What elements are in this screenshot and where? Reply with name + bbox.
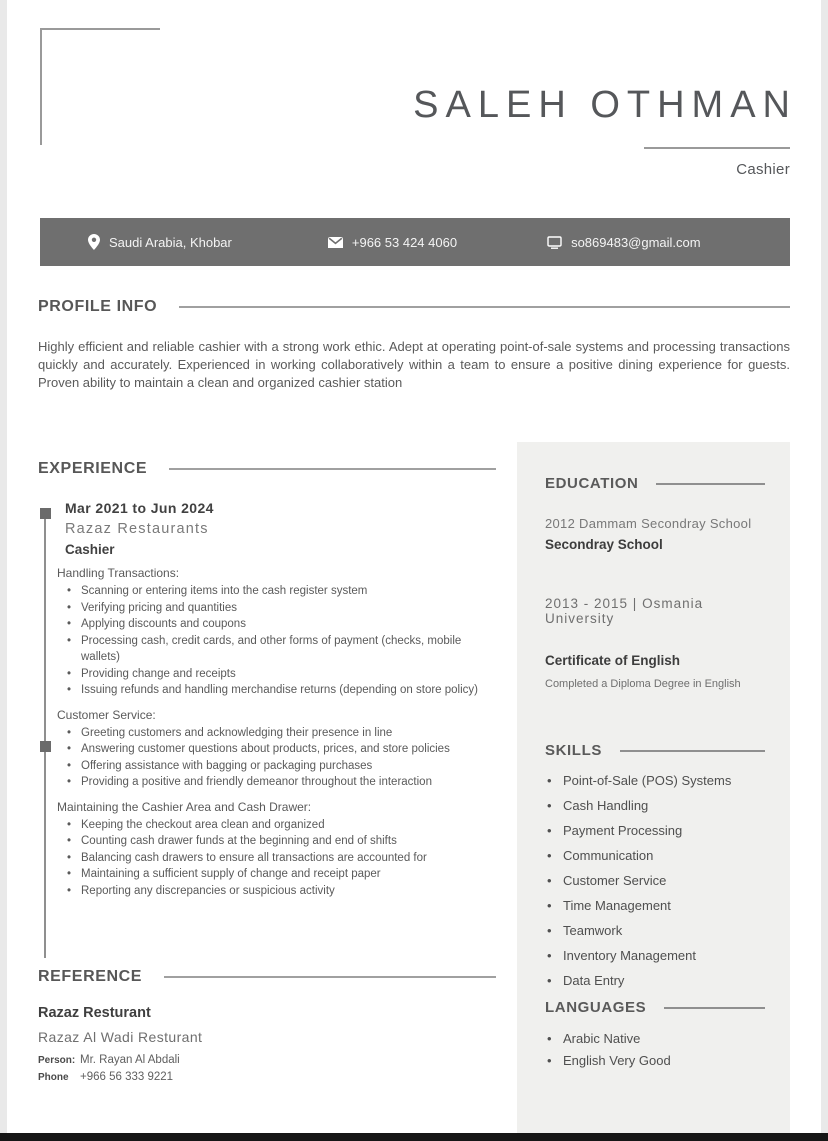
profile-heading-row [38, 298, 790, 316]
header [413, 84, 797, 178]
skill-item: • Cash Handling [545, 799, 765, 813]
education-heading-row [545, 475, 765, 492]
reference-heading-row [38, 968, 496, 986]
education-heading: EDUCATION [545, 475, 639, 492]
side-panel [517, 442, 790, 1133]
education-entry-title: Secondray School [545, 537, 663, 552]
experience-bullet: • Issuing refunds and handling merchandise returns (depending on store policy) [65, 682, 496, 699]
reference-person-label: Person: [38, 1055, 76, 1066]
skills-heading-row [545, 742, 765, 759]
experience-bullet: • Greeting customers and acknowledging their presence in line [65, 725, 496, 742]
education-entry [545, 516, 765, 552]
skill-item: • Teamwork [545, 924, 765, 938]
experience-bullet-list [65, 817, 496, 900]
profile-section [38, 298, 790, 392]
contact-email-text: so869483@gmail.com [571, 234, 701, 250]
page-edge-left [0, 0, 7, 1141]
reference-person-value: Mr. Rayan Al Abdali [80, 1054, 180, 1066]
experience-bullet: • Maintaining a sufficient supply of change and receipt paper [65, 866, 496, 883]
reference-phone-label: Phone [38, 1072, 69, 1083]
skill-item: • Inventory Management [545, 949, 765, 963]
experience-bullet: • Offering assistance with bagging or packaging purchases [65, 758, 496, 775]
reference-company: Razaz Resturant [38, 1005, 151, 1021]
experience-group-label: Handling Transactions: [57, 566, 180, 580]
experience-bullet: • Answering customer questions about products, prices, and store policies [65, 741, 496, 758]
page-edge-right [821, 0, 828, 1141]
reference-phone-value: +966 56 333 9221 [80, 1071, 174, 1083]
skill-item: • Data Entry [545, 974, 765, 988]
candidate-job-title: Cashier [736, 161, 790, 178]
experience-bullet-list [65, 583, 496, 699]
reference-person-row [38, 1054, 496, 1066]
experience-bullet: • Keeping the checkout area clean and organized [65, 817, 496, 834]
experience-role: Cashier [65, 542, 115, 557]
title-divider-line [644, 147, 790, 149]
bottom-bar [0, 1133, 828, 1141]
contact-phone-text: +966 53 424 4060 [351, 234, 458, 250]
languages-heading-rule [664, 1007, 765, 1009]
experience-heading-rule [169, 468, 496, 470]
timeline-line [44, 513, 46, 958]
education-entry-detail: 2012 Dammam Secondray School [545, 516, 752, 531]
education-heading-rule [656, 483, 765, 485]
skill-item: • Point-of-Sale (POS) Systems [545, 774, 765, 788]
experience-heading: EXPERIENCE [38, 460, 148, 477]
location-pin-icon [88, 234, 100, 250]
skill-item: • Customer Service [545, 874, 765, 888]
experience-bullet-list [65, 725, 496, 791]
timeline-marker [40, 741, 51, 752]
envelope-icon [328, 236, 343, 249]
timeline-marker [40, 508, 51, 519]
education-certificate: Certificate of English [545, 653, 681, 668]
experience-group-label: Customer Service: [57, 707, 156, 722]
experience-date-range: Mar 2021 to Jun 2024 [65, 500, 214, 516]
skill-item: • Communication [545, 849, 765, 863]
experience-bullet: • Scanning or entering items into the cash register system [65, 583, 496, 600]
skills-list [545, 774, 765, 988]
monitor-icon [547, 236, 562, 249]
experience-bullet: • Providing a positive and friendly demeanor throughout the interaction [65, 774, 496, 791]
reference-section [38, 968, 496, 1083]
experience-group-label: Maintaining the Cashier Area and Cash Drawer: [57, 799, 312, 814]
experience-bullet: • Applying discounts and coupons [65, 616, 496, 633]
contact-phone [328, 235, 457, 250]
languages-heading-row [545, 999, 765, 1016]
experience-bullet: • Balancing cash drawers to ensure all transactions are accounted for [65, 850, 496, 867]
skills-heading-rule [620, 750, 765, 752]
reference-phone-row [38, 1071, 496, 1083]
profile-text: Highly efficient and reliable cashier with a strong work ethic. Adept at operating point-of-sale systems and processing transactions quickly and accurately. Experienced in working collaboratively within a team to ensure a positive dining experience for guests. Proven ability to maintain a clean and organized cashier station [38, 339, 790, 390]
profile-heading: PROFILE INFO [38, 298, 158, 315]
education-entry: 2013 - 2015 | Osmania University [545, 596, 704, 626]
languages-heading: LANGUAGES [545, 999, 647, 1016]
experience-company: Razaz Restaurants [65, 521, 209, 537]
experience-bullet: • Processing cash, credit cards, and other forms of payment (checks, mobile wallets) [65, 633, 496, 666]
experience-bullet: • Reporting any discrepancies or suspicious activity [65, 883, 496, 900]
contact-email [547, 235, 701, 250]
experience-entry [57, 500, 496, 899]
reference-subcompany: Razaz Al Wadi Resturant [38, 1029, 203, 1045]
candidate-name: SALEH OTHMAN [413, 84, 797, 126]
skill-item: • Payment Processing [545, 824, 765, 838]
experience-bullet: • Counting cash drawer funds at the beginning and end of shifts [65, 833, 496, 850]
language-item: • Arabic Native [545, 1032, 765, 1046]
reference-heading-rule [164, 976, 496, 978]
contact-location-text: Saudi Arabia, Khobar [109, 234, 232, 250]
languages-list [545, 1032, 765, 1068]
experience-bullet: • Providing change and receipts [65, 666, 496, 683]
contact-bar [40, 218, 790, 266]
contact-location [88, 234, 232, 250]
language-item: • English Very Good [545, 1054, 765, 1068]
skills-heading: SKILLS [545, 742, 602, 759]
education-certificate-note: Completed a Diploma Degree in English [545, 678, 741, 690]
skill-item: • Time Management [545, 899, 765, 913]
experience-section [38, 450, 496, 899]
experience-heading-row [38, 460, 496, 478]
experience-bullet: • Verifying pricing and quantities [65, 600, 496, 617]
profile-heading-rule [179, 306, 790, 308]
reference-heading: REFERENCE [38, 968, 143, 985]
corner-bracket-decoration [40, 28, 160, 145]
